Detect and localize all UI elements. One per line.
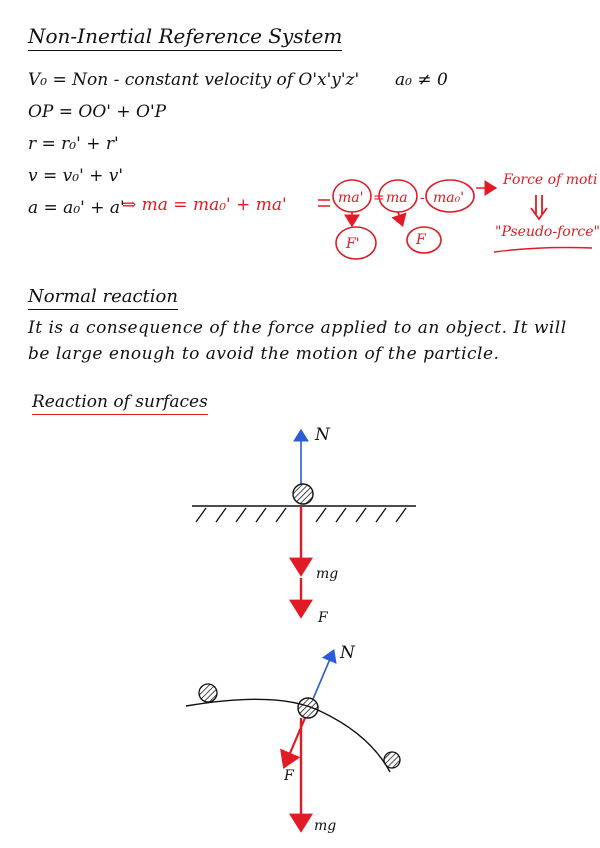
- circle-ma-prime: [333, 180, 371, 212]
- diagram2-particle-right: [384, 752, 400, 768]
- circle-ma: [379, 180, 417, 212]
- diagram1-mg-label: mg: [316, 566, 339, 582]
- force-of-motion-label: Force of moti: [503, 172, 598, 188]
- equation-line-2: OP = OO' + O'P: [28, 102, 167, 122]
- pseudo-force-underline: [494, 248, 592, 253]
- normal-reaction-line-1: It is a consequence of the force applied to an object. It will: [28, 318, 567, 338]
- circled-ma: ma: [386, 190, 408, 206]
- curved-surface: [186, 699, 390, 772]
- diagram2-mg-label: mg: [314, 818, 337, 834]
- diagram1-N-label: N: [315, 425, 330, 445]
- circled-minus: -: [420, 190, 425, 206]
- equation-line-3: r = r₀' + r': [28, 134, 119, 154]
- equation-line-5: a = a₀' + a': [28, 198, 125, 218]
- diagram2-normal-arrow: [313, 652, 333, 699]
- circle-F: [407, 227, 441, 253]
- F-label: F: [416, 232, 426, 248]
- diagram1-F-label: F: [318, 610, 328, 626]
- reaction-surfaces-heading: Reaction of surfaces: [32, 392, 208, 415]
- double-arrow-head: [531, 208, 547, 219]
- circle-F-prime: [336, 227, 376, 259]
- circled-ma0-prime: ma₀': [433, 190, 465, 206]
- equation-line-1: V₀ = Non - constant velocity of O'x'y'z': [28, 70, 360, 90]
- normal-reaction-line-2: be large enough to avoid the motion of the particle.: [28, 344, 500, 364]
- main-title: Non-Inertial Reference System: [28, 24, 342, 51]
- implies-symbol: [318, 200, 330, 206]
- equation-line-4: v = v₀' + v': [28, 166, 124, 186]
- diagram1-particle: [293, 484, 313, 504]
- normal-reaction-heading: Normal reaction: [28, 286, 178, 310]
- arrow-ma-to-F: [398, 212, 402, 224]
- circled-ma-prime: ma': [338, 190, 364, 206]
- circled-equals: =: [373, 190, 385, 206]
- equation-line-1-note: a₀ ≠ 0: [395, 70, 448, 90]
- diagram2-particle-left: [199, 684, 217, 702]
- pseudo-force-label: "Pseudo-force": [495, 224, 600, 240]
- diagram2-particle-center: [298, 698, 318, 718]
- F-prime-label: F': [346, 236, 360, 252]
- diagram2-N-label: N: [340, 643, 355, 663]
- circle-ma0-prime: [426, 180, 474, 212]
- equation-line-5-red: ⇒ ma = ma₀' + ma': [122, 195, 287, 215]
- diagram2-F-label: F: [284, 768, 294, 784]
